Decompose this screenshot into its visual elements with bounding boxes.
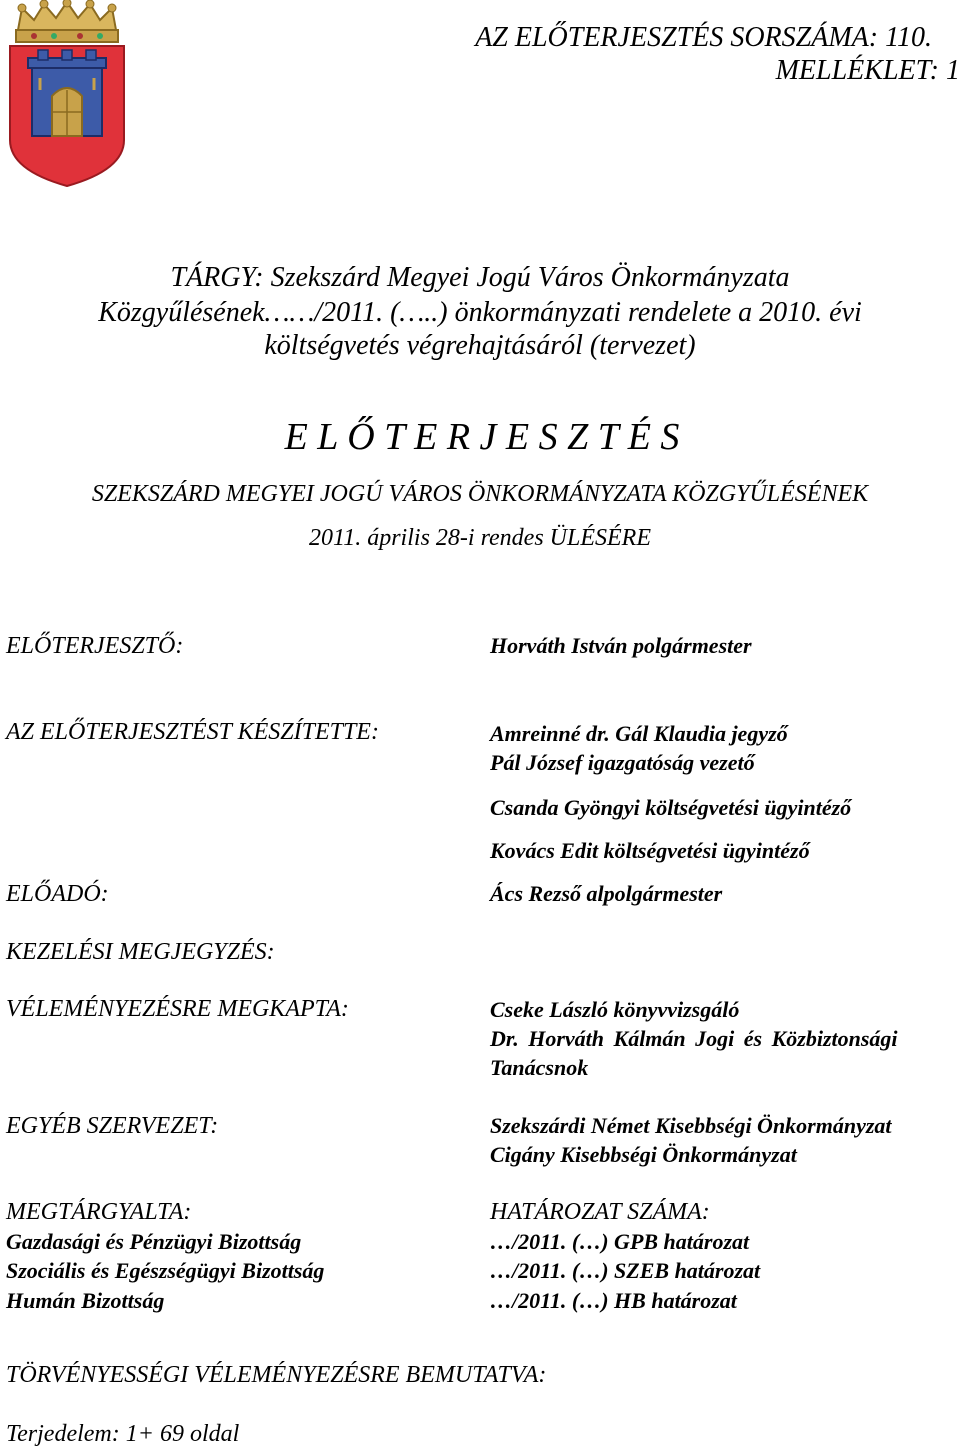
crown-icon: [16, 0, 118, 42]
committee-item: Szociális és Egészségügyi Bizottság: [6, 1258, 325, 1283]
review-label: VÉLEMÉNYEZÉSRE MEGKAPTA:: [6, 996, 349, 1022]
prepared-by-value: Csanda Gyöngyi költségvetési ügyintéző: [490, 795, 852, 820]
coat-of-arms-logo: [4, 0, 130, 188]
shield-icon: [10, 46, 124, 186]
resolution-item: …/2011. (…) SZEB határozat: [490, 1258, 761, 1283]
speaker-value: Ács Rezső alpolgármester: [490, 881, 723, 906]
resolution-label: HATÁROZAT SZÁMA:: [490, 1199, 710, 1225]
addressee: SZEKSZÁRD MEGYEI JOGÚ VÁROS ÖNKORMÁNYZATA KÖZGYŰLÉSÉNEK: [91, 481, 869, 507]
subject-line-2: Közgyűlésének……/2011. (…..) önkormányzati rendelete a 2010. évi: [98, 297, 862, 328]
prepared-by-label: AZ ELŐTERJESZTÉST KÉSZÍTETTE:: [6, 719, 379, 745]
other-organization-label: EGYÉB SZERVEZET:: [6, 1113, 219, 1139]
prepared-by-value: Kovács Edit költségvetési ügyintéző: [490, 838, 810, 863]
other-organization-value: Szekszárdi Német Kisebbségi Önkormányzat: [490, 1113, 892, 1138]
legality-review-label: TÖRVÉNYESSÉGI VÉLEMÉNYEZÉSRE BEMUTATVA:: [6, 1362, 547, 1388]
subject-line-1: TÁRGY: Szekszárd Megyei Jogú Város Önkormányzata: [170, 262, 790, 293]
prepared-by-value: Amreinné dr. Gál Klaudia jegyző: [490, 721, 788, 746]
handling-note-label: KEZELÉSI MEGJEGYZÉS:: [6, 939, 275, 965]
presenter-label: ELŐTERJESZTŐ:: [6, 633, 184, 659]
session-date: 2011. április 28-i rendes ÜLÉSÉRE: [309, 525, 651, 551]
review-value: Tanácsnok: [490, 1055, 589, 1080]
prepared-by-value: Pál József igazgatóság vezető: [490, 750, 755, 775]
presenter-value: Horváth István polgármester: [490, 633, 752, 658]
subject-line-3: költségvetés végrehajtásáról (tervezet): [264, 330, 696, 361]
submission-number: AZ ELŐTERJESZTÉS SORSZÁMA: 110.: [475, 22, 932, 53]
resolution-item: …/2011. (…) HB határozat: [490, 1288, 737, 1313]
page-extent: Terjedelem: 1+ 69 oldal: [6, 1421, 240, 1447]
committee-item: Humán Bizottság: [6, 1288, 165, 1313]
discussed-label: MEGTÁRGYALTA:: [6, 1199, 192, 1225]
review-value: Dr. Horváth Kálmán Jogi és Közbiztonsági: [490, 1026, 898, 1051]
review-value: Cseke László könyvvizsgáló: [490, 997, 740, 1022]
committee-item: Gazdasági és Pénzügyi Bizottság: [6, 1229, 302, 1254]
document-title: E L Ő T E R J E S Z T É S: [284, 416, 680, 458]
speaker-label: ELŐADÓ:: [6, 881, 109, 907]
other-organization-value: Cigány Kisebbségi Önkormányzat: [490, 1142, 797, 1167]
resolution-item: …/2011. (…) GPB határozat: [490, 1229, 750, 1254]
attachment-number: MELLÉKLET: 1: [775, 55, 960, 86]
